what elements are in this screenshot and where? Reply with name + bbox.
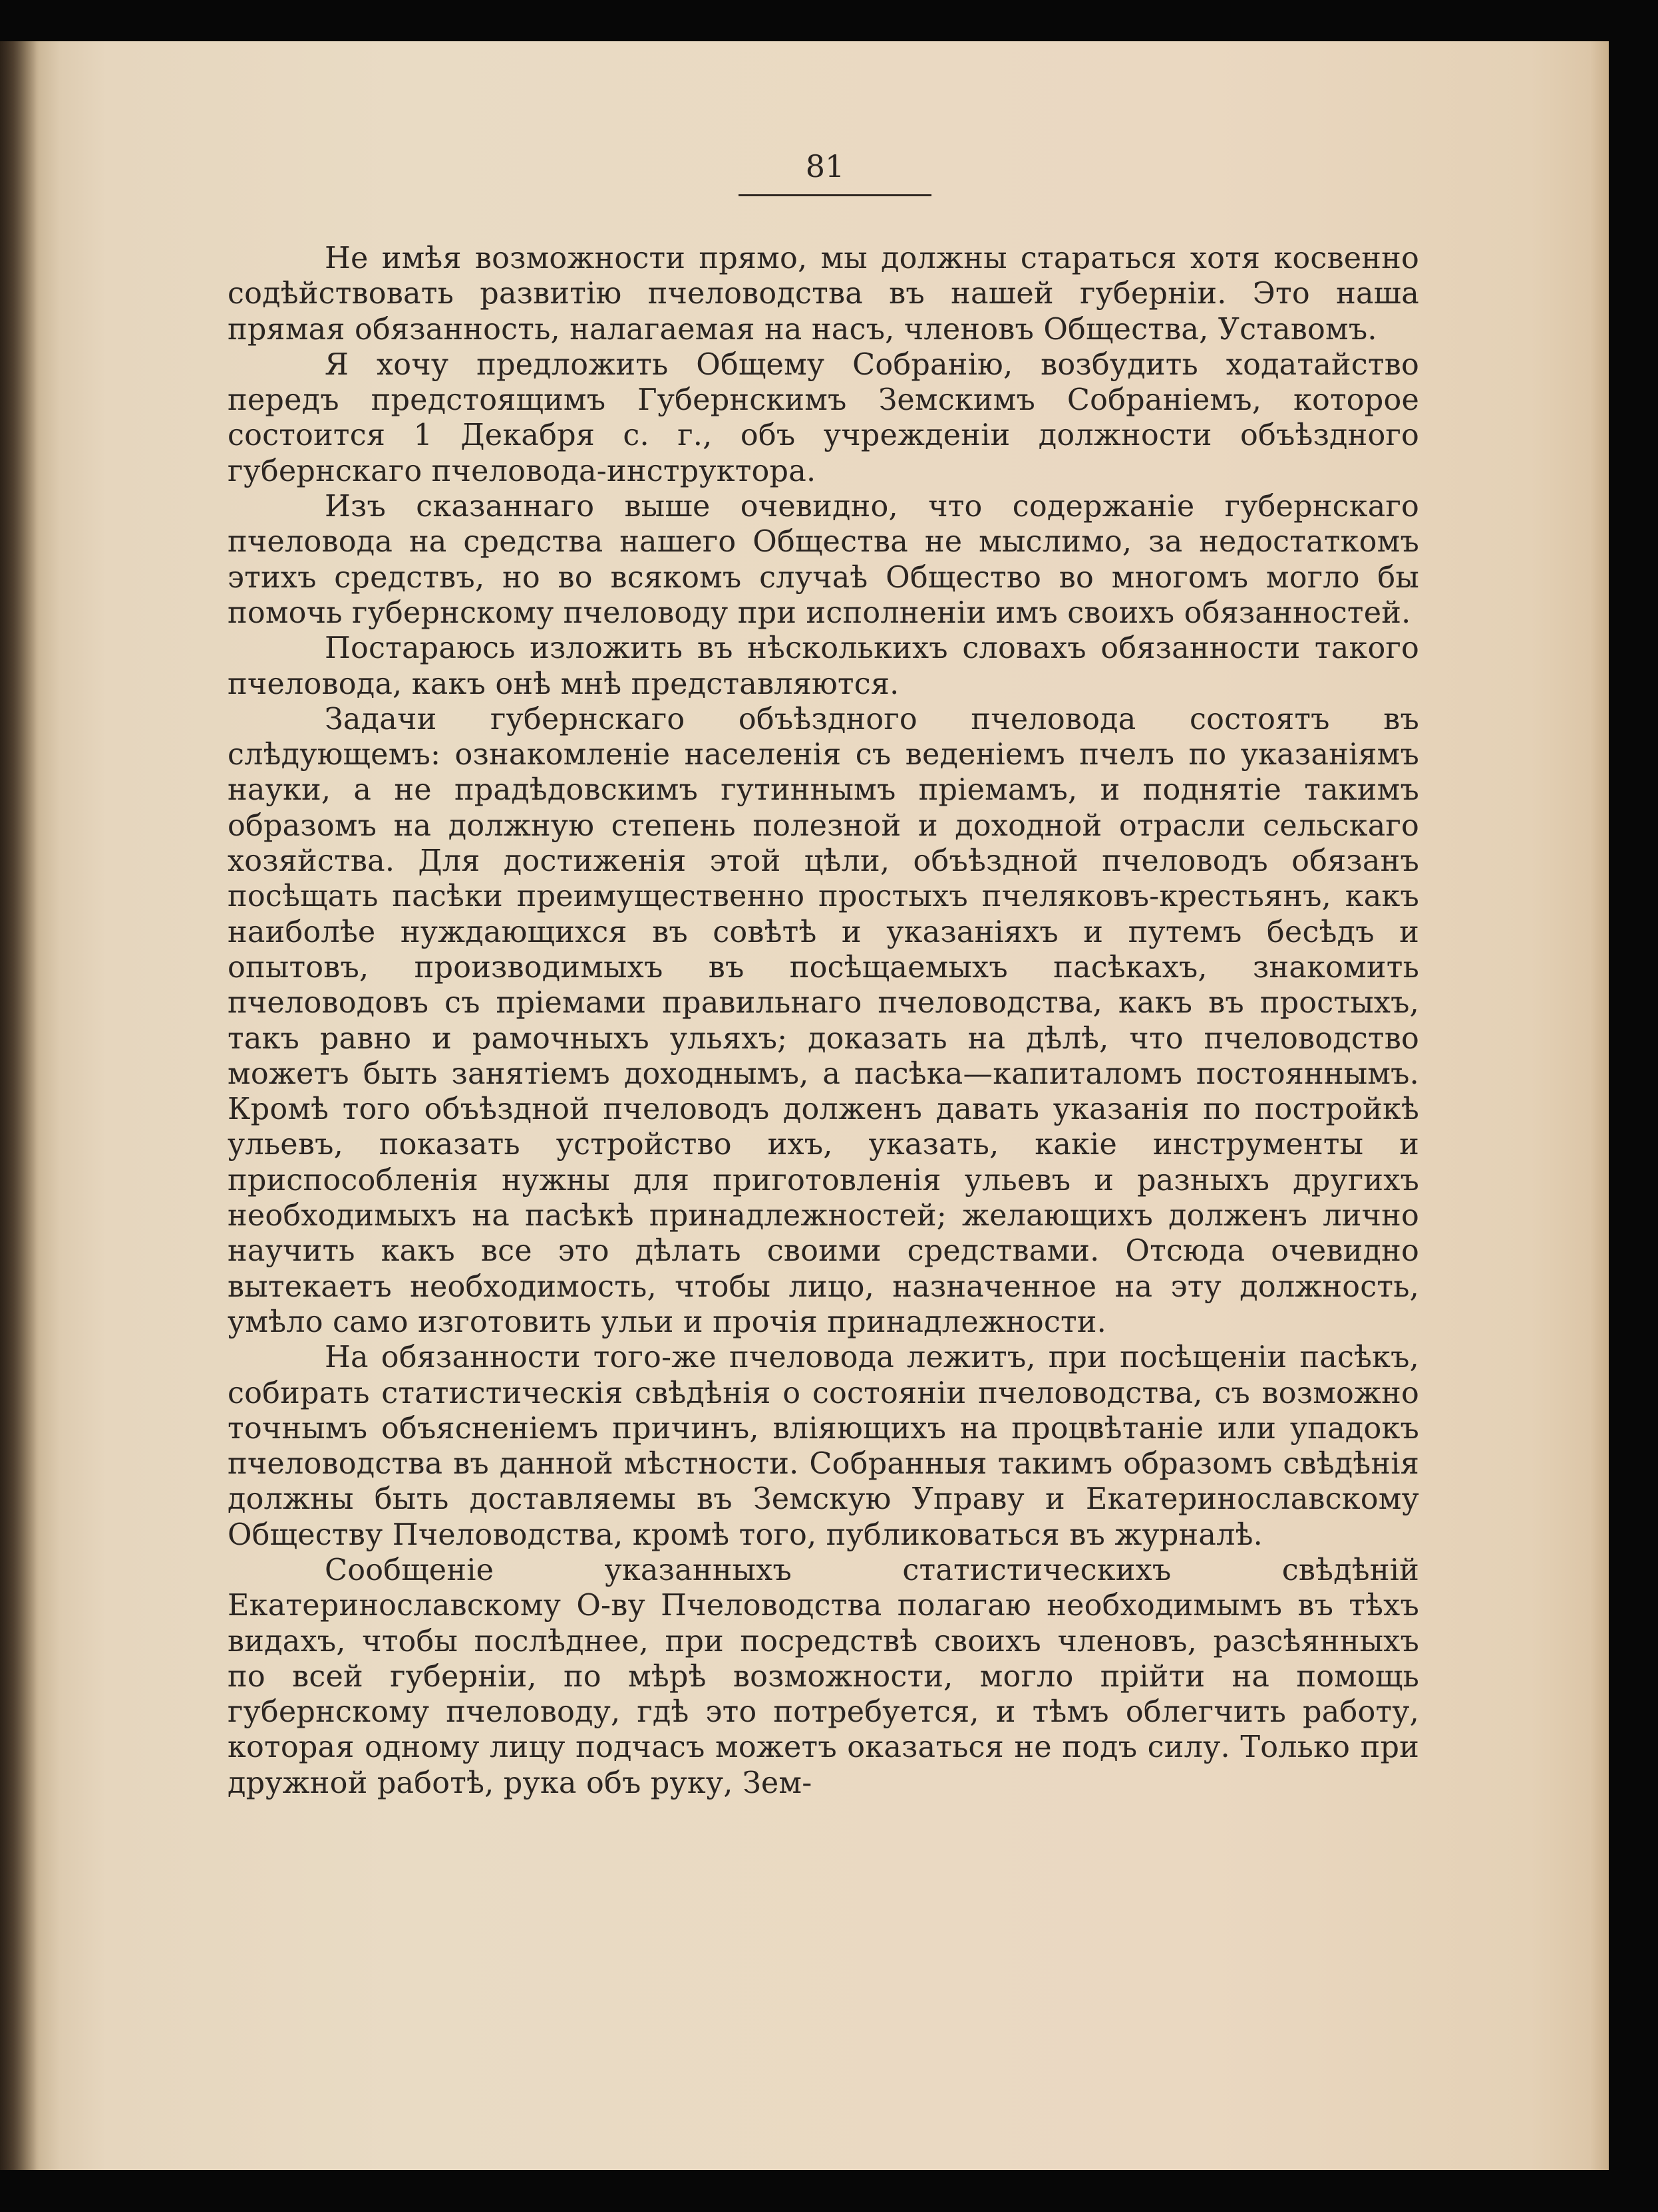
paragraph: Изъ сказаннаго выше очевидно, что содержаніе губернскаго пчеловода на средства нашего Общества не мыслимо, за недостаткомъ этихъ средствъ, но во всякомъ случаѣ Общество во многомъ могло бы помочь губернскому пчеловоду при исполненіи имъ своихъ обязанностей. xyxy=(228,490,1419,630)
page-number: 81 xyxy=(805,148,845,184)
paragraph: Задачи губернскаго объѣздного пчеловода состоятъ въ слѣдующемъ: ознакомленіе населенія съ веденіемъ пчелъ по указаніямъ науки, а не прадѣдовскимъ гутиннымъ пріемамъ, и поднятіе такимъ образомъ на должную степень полезной и доходной отрасли сельскаго хозяйства. Для достиженія этой цѣли, объѣздной пчеловодъ обязанъ посѣщать пасѣки преимущественно простыхъ пчеляковъ-крестьянъ, какъ наиболѣе нуждающихся въ совѣтѣ и указаніяхъ и путемъ бесѣдъ и опытовъ, производимыхъ въ посѣщаемыхъ пасѣкахъ, знакомить пчеловодовъ съ пріемами правильнаго пчеловодства, какъ въ простыхъ, такъ равно и рамочныхъ ульяхъ; доказать на дѣлѣ, что пчеловодство можетъ быть занятіемъ доходнымъ, а пасѣка—капиталомъ постояннымъ. Кромѣ того объѣздной пчеловодъ долженъ давать указанія по постройкѣ ульевъ, показать устройство ихъ, указать, какіе инструменты и приспособленія нужны для приготовленія ульевъ и разныхъ другихъ необходимыхъ на пасѣкѣ принадлежностей; желающихъ долженъ лично научить какъ все это дѣлать своими средствами. Отсюда очевидно вытекаетъ необходимость, чтобы лицо, назначенное на эту должность, умѣло само изготовить ульи и прочія принадлежности. xyxy=(228,702,1419,1339)
paragraph: На обязанности того-же пчеловода лежитъ, при посѣщеніи пасѣкъ, собирать статистическія свѣдѣнія о состояніи пчеловодства, съ возможно точнымъ объясненіемъ причинъ, вліяющихъ на процвѣтаніе или упадокъ пчеловодства въ данной мѣстности. Собранныя такимъ образомъ свѣдѣнія должны быть доставляемы въ Земскую Управу и Екатеринославскому Обществу Пчеловодства, кромѣ того, публиковаться въ журналѣ. xyxy=(228,1341,1419,1552)
paragraph: Не имѣя возможности прямо, мы должны стараться хотя косвенно содѣйствовать развитію пчеловодства въ нашей губерніи. Это наша прямая обязанность, налагаемая на насъ, членовъ Общества, Уставомъ. xyxy=(228,241,1419,347)
spine-shadow xyxy=(0,41,37,2170)
book-page xyxy=(0,41,1609,2170)
paragraph: Постараюсь изложить въ нѣсколькихъ словахъ обязанности такого пчеловода, какъ онѣ мнѣ представляются. xyxy=(228,631,1419,701)
body-text xyxy=(228,241,1419,1801)
paragraph: Сообщеніе указанныхъ статистическихъ свѣдѣній Екатеринославскому О-ву Пчеловодства полагаю необходимымъ въ тѣхъ видахъ, чтобы послѣднее, при посредствѣ своихъ членовъ, разсѣянныхъ по всей губерніи, по мѣрѣ возможности, могло прійти на помощь губернскому пчеловоду, гдѣ это потребуется, и тѣмъ облегчить работу, которая одному лицу подчасъ можетъ оказаться не подъ силу. Только при дружной работѣ, рука объ руку, Зем- xyxy=(228,1553,1419,1800)
paragraph: Я хочу предложить Общему Собранію, возбудить ходатайство передъ предстоящимъ Губернскимъ Земскимъ Собраніемъ, которое состоится 1 Декабря с. г., объ учрежденіи должности объѣздного губернскаго пчеловода-инструктора. xyxy=(228,347,1419,488)
page-number-rule xyxy=(739,194,931,196)
